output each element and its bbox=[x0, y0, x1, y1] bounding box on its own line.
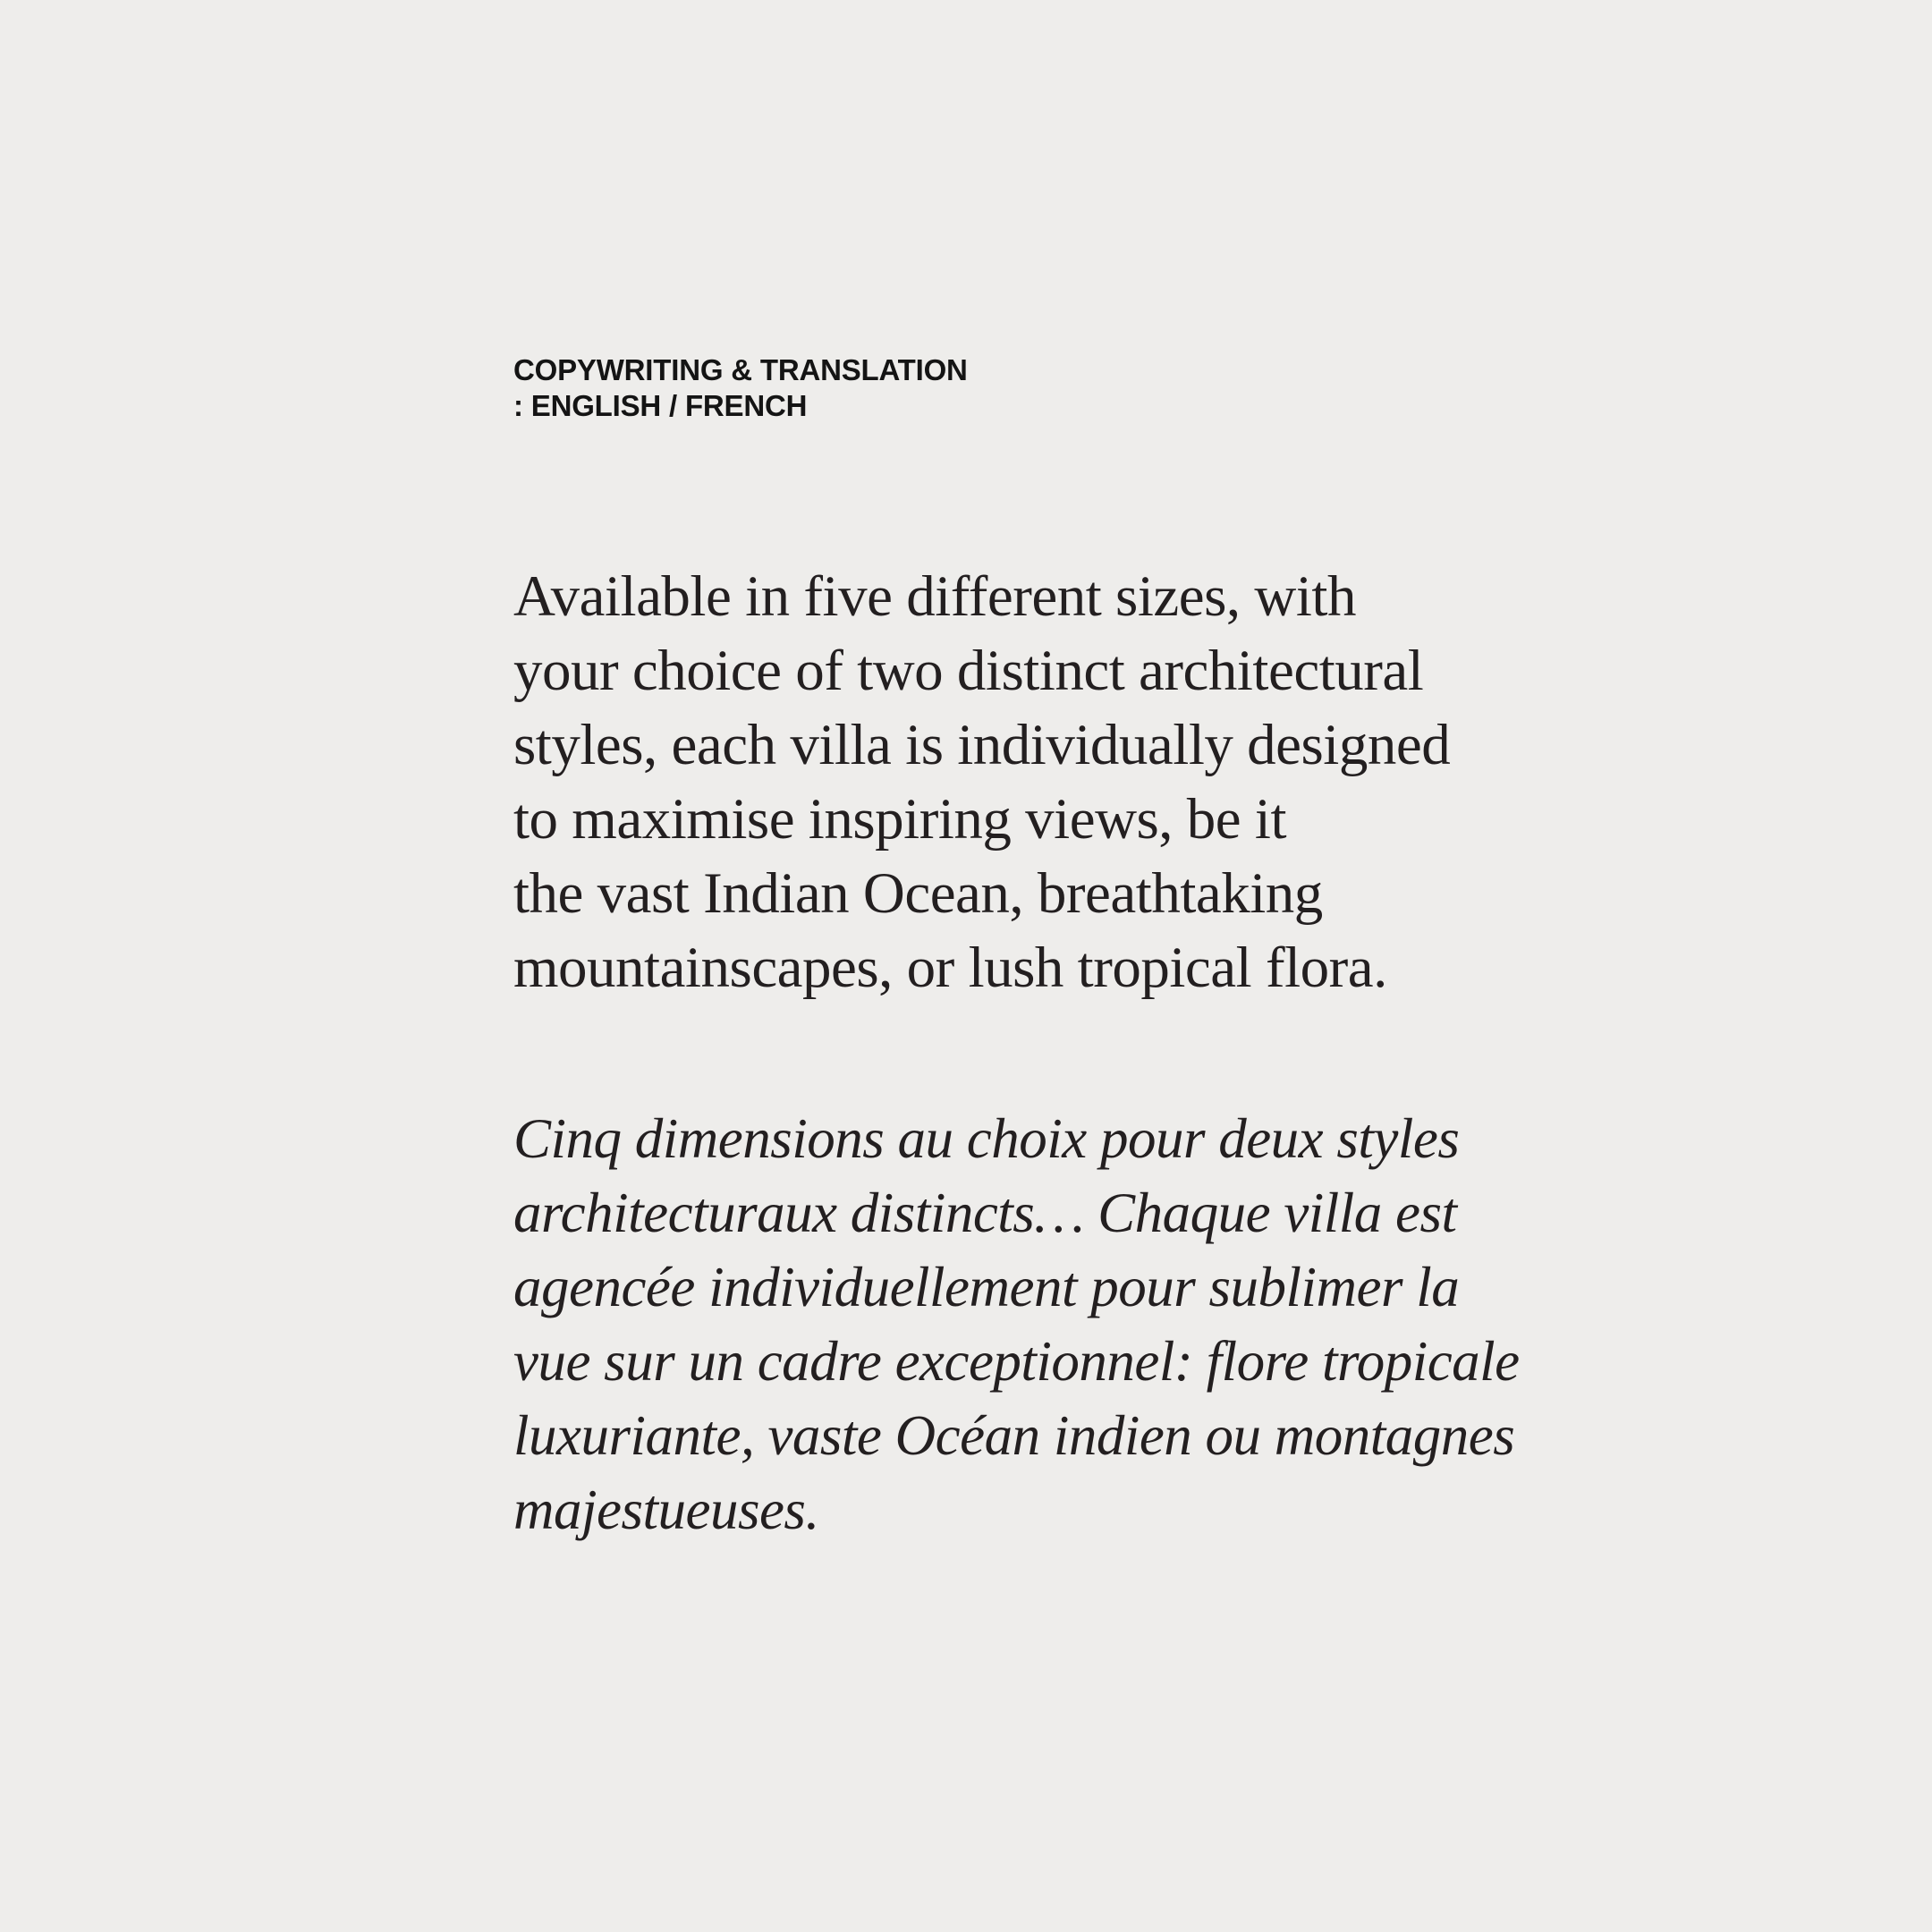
english-line: the vast Indian Ocean, breathtaking bbox=[513, 861, 1323, 926]
heading-line-service: COPYWRITING & TRANSLATION bbox=[513, 353, 968, 386]
english-line: mountainscapes, or lush tropical flora. bbox=[513, 936, 1387, 1000]
section-heading bbox=[513, 352, 968, 424]
french-paragraph bbox=[513, 1102, 1520, 1547]
english-line: Available in five different sizes, with bbox=[513, 564, 1356, 629]
french-line: majestueuses. bbox=[513, 1479, 819, 1541]
french-line: agencée individuellement pour sublimer la bbox=[513, 1256, 1460, 1318]
english-line: to maximise inspiring views, be it bbox=[513, 787, 1287, 852]
heading-line-languages: : ENGLISH / FRENCH bbox=[513, 389, 808, 422]
english-line: your choice of two distinct architectural bbox=[513, 639, 1424, 703]
french-line: luxuriante, vaste Océan indien ou montagnes bbox=[513, 1404, 1515, 1467]
french-line: Cinq dimensions au choix pour deux styles bbox=[513, 1107, 1460, 1170]
french-line: architecturaux distincts… Chaque villa est bbox=[513, 1182, 1457, 1244]
english-paragraph bbox=[513, 560, 1450, 1005]
english-line: styles, each villa is individually designed bbox=[513, 713, 1451, 777]
french-line: vue sur un cadre exceptionnel: flore tropicale bbox=[513, 1330, 1520, 1393]
